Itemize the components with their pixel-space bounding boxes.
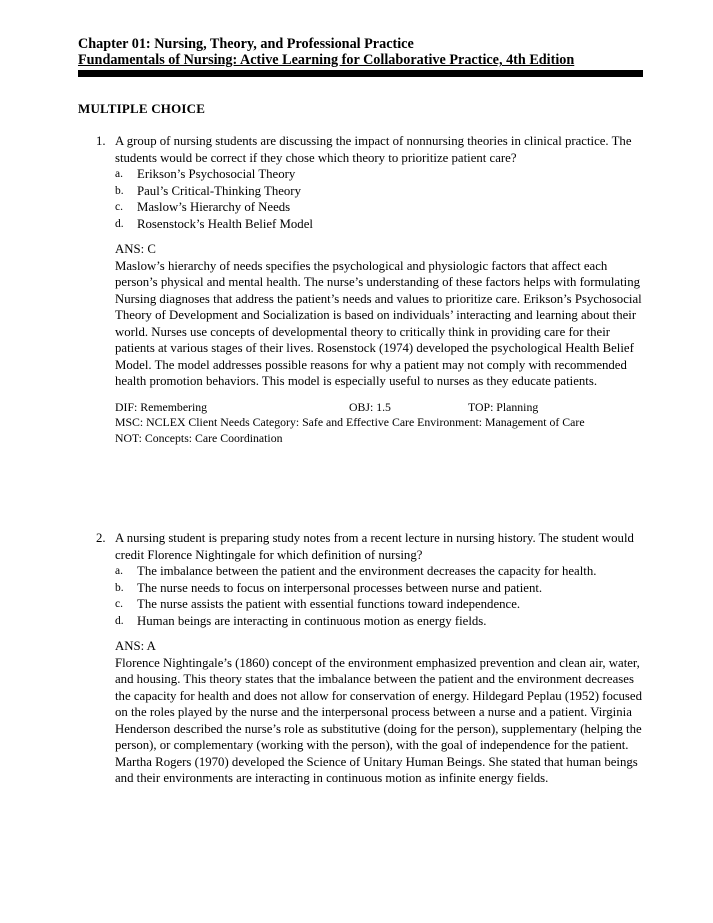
choice-item [78, 580, 648, 597]
choice-item [78, 166, 648, 183]
choice-letter: d. [115, 217, 124, 230]
choice-text: Human beings are interacting in continuous motion as energy fields. [137, 613, 487, 628]
question-stem: A nursing student is preparing study notes from a recent lecture in nursing history. The student would credit Florence Nightingale for which definition of nursing? [115, 531, 634, 562]
question-stem: A group of nursing students are discussing the impact of nonnursing theories in clinical practice. The students would be correct if they chose which theory to prioritize patient care? [115, 134, 632, 165]
choice-text: The nurse needs to focus on interpersonal processes between nurse and patient. [137, 580, 543, 595]
choice-letter: c. [115, 598, 123, 610]
question-2 [78, 530, 648, 787]
msc-label: MSC: NCLEX Client Needs Category: Safe and Effective Care Environment: Management of Care [115, 415, 585, 429]
choice-text: Rosenstock’s Health Belief Model [137, 216, 313, 231]
choice-text: The imbalance between the patient and the environment decreases the capacity for health. [137, 564, 597, 578]
difficulty-label: DIF: Remembering [115, 399, 208, 414]
choice-item [78, 183, 648, 200]
document-header [78, 36, 643, 68]
choice-letter: a. [115, 565, 123, 577]
choice-text: Maslow’s Hierarchy of Needs [137, 200, 291, 214]
question-1 [78, 133, 648, 446]
not-label: NOT: Concepts: Care Coordination [115, 430, 283, 445]
choice-item [78, 199, 648, 216]
choice-item [78, 596, 648, 613]
choice-item [78, 613, 648, 630]
choice-letter: b. [115, 184, 124, 197]
choice-letter: d. [115, 614, 124, 627]
objective-label: OBJ: 1.5 [349, 399, 391, 414]
choice-item [78, 563, 648, 580]
question-metadata [78, 400, 648, 447]
choice-letter: b. [115, 581, 124, 594]
header-rule [78, 70, 643, 77]
answer-rationale: Maslow’s hierarchy of needs specifies the psychological and physiologic factors that affect each person’s physical and mental health. The nurse’s understanding of these factors helps with formulating Nursing diagnoses that address the patient’s needs and values to prioritize care. Erikson’s Psychosocial Theory of Development and Socialization is based on individuals’ interacting and learning about their world. Nurses use concepts of developmental theory to critically think in providing care for their patients at various stages of their lives. Rosenstock (1974) developed the psychological Health Belief Model. The model addresses possible reasons for why a patient may not comply with recommended health promotion behaviors. This model is especially useful to nurses as they educate patients. [115, 258, 642, 388]
choice-list [78, 166, 648, 232]
choice-list [78, 563, 648, 629]
choice-item [78, 216, 648, 233]
choice-letter: c. [115, 201, 123, 213]
choice-text: Paul’s Critical-Thinking Theory [137, 183, 301, 198]
answer-key: ANS: A [115, 639, 156, 653]
answer-rationale: Florence Nightingale’s (1860) concept of the environment emphasized prevention and clean air, water, and housing. This theory states that the imbalance between the patient and the environment decreases the capacity for health and does not allow for conservation of energy. Hildegard Peplau (1952) focused on the roles played by the nurse and the interpersonal process between a nurse and a patient. Virginia Henderson described the nurse’s role as substitutive (doing for the person), supplementary (helping the person), or complementary (working with the person), with the goal of independence for the patient. Martha Rogers (1970) developed the Science of Unitary Human Beings. She stated that human beings and their environments are interacting in continuous motion as infinite energy fields. [115, 655, 642, 785]
question-number: 1. [96, 134, 106, 148]
choice-text: Erikson’s Psychosocial Theory [137, 167, 296, 181]
topic-label: TOP: Planning [468, 399, 539, 414]
chapter-title: Chapter 01: Nursing, Theory, and Professional Practice [78, 36, 414, 52]
book-title: Fundamentals of Nursing: Active Learning for Collaborative Practice, 4th Edition [78, 52, 575, 68]
question-number: 2. [96, 531, 106, 545]
answer-key: ANS: C [115, 242, 156, 256]
choice-text: The nurse assists the patient with essential functions toward independence. [137, 597, 521, 611]
section-heading: MULTIPLE CHOICE [78, 101, 206, 116]
choice-letter: a. [115, 168, 123, 180]
